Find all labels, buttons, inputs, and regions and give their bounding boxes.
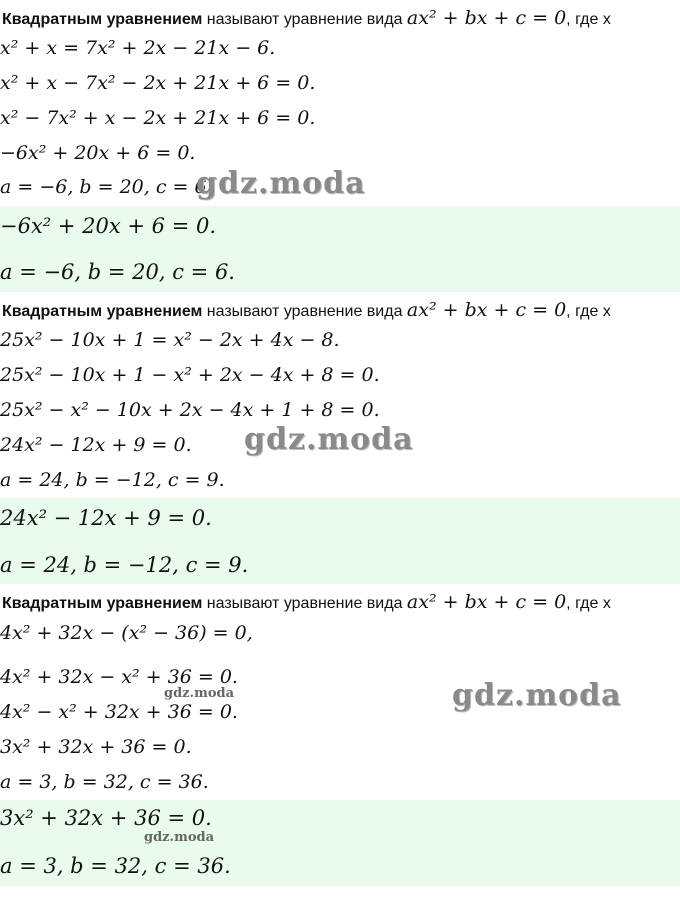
task2-step-2: 25x² − 10x + 1 − x² + 2x − 4x + 8 = 0. xyxy=(0,364,380,386)
watermark: gdz.moda xyxy=(196,166,366,201)
task1-step-4: −6x² + 20x + 6 = 0. xyxy=(0,142,196,164)
definition-text: называют уравнение вида xyxy=(202,11,407,28)
definition-formula: ax² + bx + c = 0 xyxy=(406,299,567,321)
task2-step-4: 24x² − 12x + 9 = 0. xyxy=(0,434,192,456)
task1-answer-box xyxy=(0,206,680,292)
task3-step-3: 4x² − x² + 32x + 36 = 0. xyxy=(0,701,238,723)
task1-coefficients: a = −6, b = 20, c = 6. xyxy=(0,176,213,198)
task2-step-1: 25x² − 10x + 1 = x² − 2x + 4x − 8. xyxy=(0,329,340,351)
definition-text: называют уравнение вида xyxy=(202,303,407,320)
task2-coefficients: a = 24, b = −12, c = 9. xyxy=(0,469,225,491)
definition-line-1 xyxy=(2,5,611,31)
task2-answer-box xyxy=(0,498,680,584)
definition-bold: Квадратным уравнением xyxy=(2,303,203,320)
task3-answer-box xyxy=(0,800,680,886)
definition-bold: Квадратным уравнением xyxy=(2,11,203,28)
task3-answer-equation: 3x² + 32x + 36 = 0. xyxy=(0,806,212,830)
definition-tail: , где x xyxy=(566,11,611,28)
task1-answer-coefficients: a = −6, b = 20, c = 6. xyxy=(0,260,235,284)
task2-answer-coefficients: a = 24, b = −12, c = 9. xyxy=(0,553,249,577)
watermark: gdz.moda xyxy=(144,830,215,845)
task1-step-2: x² + x − 7x² − 2x + 21x + 6 = 0. xyxy=(0,72,316,94)
definition-formula: ax² + bx + c = 0 xyxy=(406,7,567,29)
definition-bold: Квадратным уравнением xyxy=(2,595,203,612)
definition-tail: , где x xyxy=(566,595,611,612)
definition-formula: ax² + bx + c = 0 xyxy=(406,591,567,613)
definition-text: называют уравнение вида xyxy=(202,595,407,612)
definition-tail: , где x xyxy=(566,303,611,320)
task1-step-1: x² + x = 7x² + 2x − 21x − 6. xyxy=(0,37,276,59)
task3-step-4: 3x² + 32x + 36 = 0. xyxy=(0,736,192,758)
task3-answer-coefficients: a = 3, b = 32, c = 36. xyxy=(0,854,231,878)
definition-line-2 xyxy=(2,297,611,323)
watermark: gdz.moda xyxy=(244,422,414,457)
task2-answer-equation: 24x² − 12x + 9 = 0. xyxy=(0,506,212,530)
watermark: gdz.moda xyxy=(164,686,235,701)
task1-step-3: x² − 7x² + x − 2x + 21x + 6 = 0. xyxy=(0,107,316,129)
definition-line-3 xyxy=(2,589,611,615)
watermark: gdz.moda xyxy=(452,678,622,713)
task3-step-1: 4x² + 32x − (x² − 36) = 0, xyxy=(0,622,253,644)
task3-step-2: 4x² + 32x − x² + 36 = 0. xyxy=(0,666,238,688)
task1-answer-equation: −6x² + 20x + 6 = 0. xyxy=(0,214,217,238)
task3-coefficients: a = 3, b = 32, c = 36. xyxy=(0,771,209,793)
task2-step-3: 25x² − x² − 10x + 2x − 4x + 1 + 8 = 0. xyxy=(0,399,380,421)
